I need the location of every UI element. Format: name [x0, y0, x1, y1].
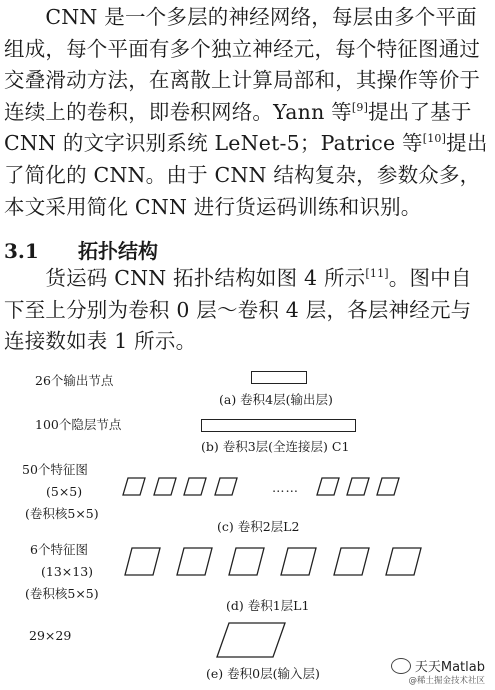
- section-number: 3.1: [4, 239, 39, 263]
- layer1-feature-map: [229, 548, 264, 575]
- layer1-caption: (d) 卷积1层L1: [226, 598, 310, 613]
- text-line: [4, 97, 492, 129]
- paragraph-topology: [4, 263, 492, 358]
- layer2-feature-map: [347, 478, 369, 495]
- watermark-sub: @稀土掘金技术社区: [408, 676, 485, 686]
- layer0-label: 29×29: [29, 628, 72, 643]
- text-line: 交叠滑动方法，在离散上计算局部和，其操作等价于: [4, 68, 481, 93]
- text-segment: 提出: [446, 131, 488, 156]
- text-line: 连接数如表 1 所示。: [4, 329, 197, 354]
- layer2-feature-map: [123, 478, 145, 495]
- layer1-label-line: (卷积核5×5): [25, 586, 99, 601]
- text-segment: 。图中自: [388, 266, 472, 290]
- text-line: 了简化的 CNN。由于 CNN 结构复杂，参数众多，: [4, 162, 481, 187]
- layer1-feature-map: [281, 548, 316, 575]
- layer3-hidden-box: [201, 419, 356, 432]
- text-segment: 提出了基于: [368, 99, 472, 124]
- citation-11: [11]: [365, 267, 389, 281]
- text-segment: 连续上的卷积，即卷积网络。Yann 等: [4, 99, 352, 124]
- layer2-feature-map: [377, 478, 399, 495]
- layer4-caption: (a) 卷积4层(输出层): [219, 392, 333, 407]
- layer3-label: 100个隐层节点: [35, 417, 122, 432]
- chat-icon: [391, 658, 411, 674]
- layer2-label-line: (卷积核5×5): [25, 506, 99, 521]
- layer1-feature-map: [177, 548, 212, 575]
- paragraph-cnn-intro: [4, 2, 492, 223]
- layer2-feature-map: [184, 478, 206, 495]
- layer4-output-box: [251, 371, 307, 384]
- layer2-feature-map: [154, 478, 176, 495]
- layer2-caption: (c) 卷积2层L2: [217, 519, 300, 534]
- layer1-label-line: 6个特征图: [30, 542, 88, 557]
- text-line: 下至上分别为卷积 0 层～卷积 4 层，各层神经元与: [4, 297, 472, 322]
- layer0-caption: (e) 卷积0层(输入层): [206, 666, 320, 681]
- section-heading: [4, 235, 158, 264]
- watermark: [391, 655, 485, 686]
- layer1-feature-map: [386, 548, 421, 575]
- text-line: 组成，每个平面有多个独立神经元，每个特征图通过: [4, 36, 481, 61]
- text-line: [4, 263, 492, 295]
- layer4-label: 26个输出节点: [35, 373, 114, 388]
- text-line: 本文采用简化 CNN 进行货运码训练和识别。: [4, 194, 422, 219]
- layer2-feature-map: [215, 478, 237, 495]
- watermark-name: 天天Matlab: [414, 660, 485, 675]
- citation-9: [9]: [351, 100, 369, 114]
- layer1-feature-map: [334, 548, 369, 575]
- text-segment: 货运码 CNN 拓扑结构如图 4 所示: [4, 266, 366, 290]
- layer2-label-line: (5×5): [46, 484, 83, 499]
- layer2-ellipsis: ……: [272, 480, 299, 495]
- layer1-label-line: (13×13): [41, 564, 94, 579]
- text-segment: CNN 的文字识别系统 LeNet-5；Patrice 等: [4, 131, 423, 156]
- layer2-label-line: 50个特征图: [22, 462, 88, 477]
- layer1-feature-map: [125, 548, 160, 575]
- layer3-caption: (b) 卷积3层(全连接层) C1: [201, 439, 350, 454]
- text-line: CNN 是一个多层的神经网络，每层由多个平面: [4, 5, 477, 29]
- section-title: 拓扑结构: [78, 239, 158, 263]
- text-line: [4, 128, 492, 160]
- layer0-input-map: [217, 623, 285, 657]
- citation-10: [10]: [422, 132, 447, 146]
- layer2-feature-map: [317, 478, 339, 495]
